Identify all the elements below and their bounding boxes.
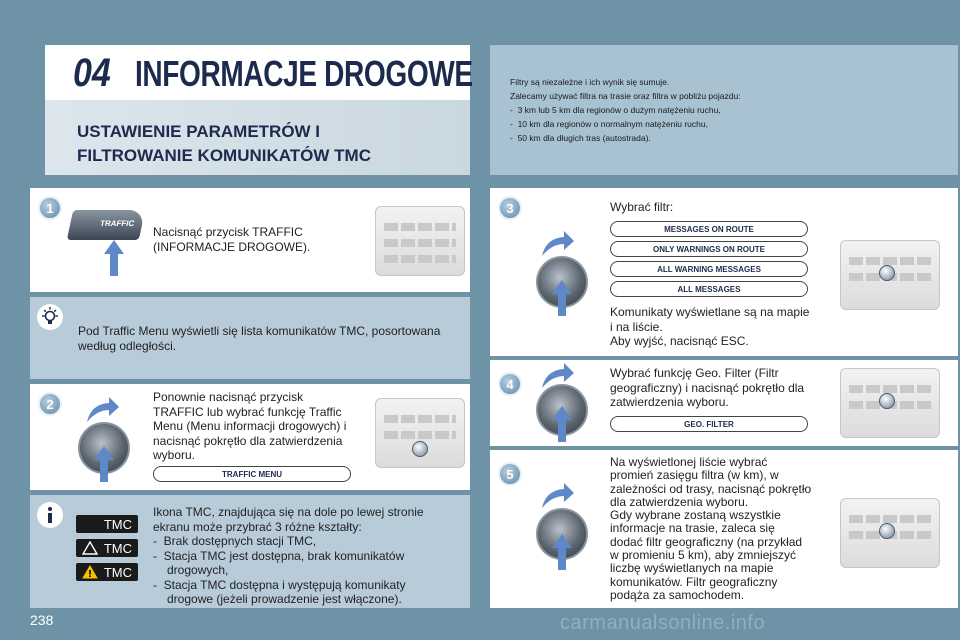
step-1-text: Nacisnąć przycisk TRAFFIC (INFORMACJE DROGOWE). — [153, 225, 311, 254]
page-number: 238 — [30, 612, 54, 628]
rotate-arrow-icon — [85, 396, 119, 424]
step-5-badge: 5 — [498, 462, 522, 486]
lightbulb-icon — [36, 303, 64, 331]
radio-panel-image — [840, 368, 940, 438]
rotate-arrow-icon — [540, 230, 574, 258]
filter-option-only-warnings-on-route: ONLY WARNINGS ON ROUTE — [610, 241, 808, 257]
press-arrow-icon — [552, 534, 572, 570]
step-2-box — [30, 384, 470, 490]
info-text: Ikona TMC, znajdująca się na dole po lewej stronie ekranu może przybrać 3 różne kształty: - Brak dostępnych stacji TMC, - Stacja TMC jest dostępna, brak komunikatów drogowych, - Stacja TMC dostępna i występują komunikaty drogowe (jeżeli prowadzenie jest włączone). — [153, 505, 424, 606]
step-3-heading: Wybrać filtr: — [610, 200, 674, 214]
tip-text: Pod Traffic Menu wyświetli się lista komunikatów TMC, posortowana według odległości. — [78, 324, 441, 353]
filter-option-all-warning-messages: ALL WARNING MESSAGES — [610, 261, 808, 277]
geo-filter-label: GEO. FILTER — [610, 416, 808, 432]
chapter-number: 04 — [73, 51, 111, 95]
warning-triangle-icon — [82, 565, 98, 579]
press-arrow-icon — [94, 446, 114, 482]
press-arrow-icon — [552, 280, 572, 316]
radio-panel-image — [840, 240, 940, 310]
filter-option-messages-on-route: MESSAGES ON ROUTE — [610, 221, 808, 237]
press-arrow-icon — [552, 406, 572, 442]
step-4-badge: 4 — [498, 372, 522, 396]
tmc-icon-with-messages: TMC — [76, 563, 138, 581]
radio-panel-image — [375, 206, 465, 276]
chapter-title: INFORMACJE DROGOWE — [135, 53, 473, 94]
step-2-badge: 2 — [38, 392, 62, 416]
step-3-box — [490, 188, 958, 356]
warning-triangle-icon — [82, 541, 98, 555]
info-box — [30, 495, 470, 608]
tmc-icon-no-messages: TMC — [76, 539, 138, 557]
section-subtitle: USTAWIENIE PARAMETRÓW I FILTROWANIE KOMUNIKATÓW TMC — [77, 122, 371, 165]
intro-box — [490, 45, 958, 175]
traffic-button-label: TRAFFIC — [99, 219, 136, 228]
step-4-text: Wybrać funkcję Geo. Filter (Filtr geograficzny) i nacisnąć pokrętło dla zatwierdzenia wyboru. — [610, 366, 805, 409]
rotate-arrow-icon — [540, 482, 574, 510]
step-5-text: Na wyświetlonej liście wybrać promień zasięgu filtra (w km), w zależności od trasy, nacisnąć pokrętło dla zatwierdzenia wyboru. Gdy wybrane zostaną wszystkie informacje na trasie, zaleca się dodać filtr geograficzny (na przykład w promieniu 5 km), aby zmniejszyć liczbę wyświetlanych na mapie komunikatów. Filtr geograficzny podąża za samochodem. — [610, 455, 812, 602]
traffic-menu-label: TRAFFIC MENU — [153, 466, 351, 482]
chapter-header — [45, 45, 473, 100]
step-5-box — [490, 450, 958, 608]
radio-panel-image — [840, 498, 940, 568]
traffic-button-graphic — [67, 210, 145, 240]
step-1-badge: 1 — [38, 196, 62, 220]
watermark: carmanualsonline.info — [560, 612, 766, 634]
tip-box — [30, 297, 470, 379]
step-4-box — [490, 360, 958, 446]
step-2-text: Ponownie nacisnąć przycisk TRAFFIC lub wybrać funkcję Traffic Menu (Menu informacji drogowych) i nacisnąć pokrętło dla zatwierdzenia wyboru. — [153, 390, 347, 462]
step-3-text: Komunikaty wyświetlane są na mapie i na liście. Aby wyjść, nacisnąć ESC. — [610, 305, 810, 348]
press-arrow-icon — [104, 240, 124, 276]
tmc-icon-no-station: TMC — [76, 515, 138, 533]
filter-option-all-messages: ALL MESSAGES — [610, 281, 808, 297]
radio-panel-image — [375, 398, 465, 468]
step-1-box — [30, 188, 470, 292]
info-icon — [36, 501, 64, 529]
section-subtitle-box — [45, 100, 470, 175]
step-3-badge: 3 — [498, 196, 522, 220]
intro-text: Filtry są niezależne i ich wynik się sumuje. Zalecamy używać filtra na trasie oraz filtra w pobliżu pojazdu: - 3 km lub 5 km dla regionów o dużym natężeniu ruchu, - 10 km dla regionów o normalnym natężeniu ruchu, - 50 km dla długich tras (autostrada). — [510, 77, 741, 143]
